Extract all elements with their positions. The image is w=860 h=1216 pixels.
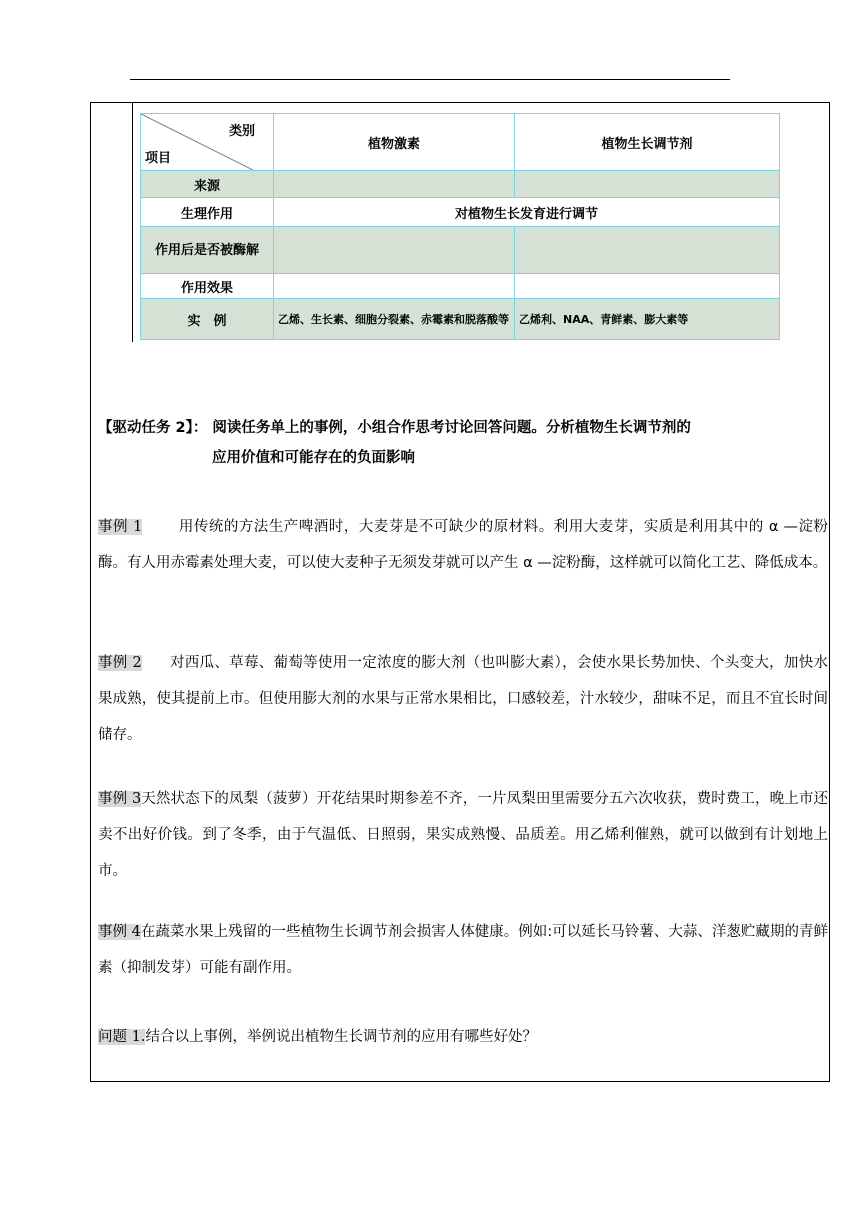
table-header-row — [141, 114, 780, 171]
case-4 — [98, 914, 828, 986]
table-row — [141, 171, 780, 198]
table-cell — [274, 171, 515, 198]
question-1 — [98, 1019, 828, 1055]
table-cell: 乙烯利、NAA、青鲜素、膨大素等 — [515, 299, 780, 340]
table-cell — [515, 171, 780, 198]
case-text: 对西瓜、草莓、葡萄等使用一定浓度的膨大剂（也叫膨大素），会使水果长势加快、个头变大，加快水果成熟，使其提前上市。但使用膨大剂的水果与正常水果相比，口感较差，汁水较少，甜味不足，而且不宜长时间储存。 — [98, 655, 829, 743]
case-text: 天然状态下的凤梨（菠萝）开花结果时期参差不齐，一片凤梨田里需要分五六次收获，费时费工，晚上市还卖不出好价钱。到了冬季，由于气温低、日照弱，果实成熟慢、品质差。用乙烯利催熟，就可以做到有计划地上市。 — [98, 791, 829, 879]
row-label: 来源 — [141, 171, 274, 198]
col-header-regulator: 植物生长调节剂 — [515, 114, 780, 171]
table-cell — [274, 274, 515, 299]
table-cell — [274, 227, 515, 274]
case-text: 用传统的方法生产啤酒时，大麦芽是不可缺少的原材料。利用大麦芽，实质是利用其中的 α —淀粉酶。有人用赤霉素处理大麦，可以使大麦种子无须发芽就可以产生 α —淀粉酶，这样就可以简化工艺、降低成本。 — [98, 519, 828, 571]
case-tag: 事例 4 — [98, 924, 141, 940]
merged-cell: 对植物生长发育进行调节 — [274, 198, 780, 227]
case-1 — [98, 509, 828, 581]
frame-divider — [132, 102, 133, 342]
case-tag: 事例 3 — [98, 791, 142, 807]
task-title-continued: 应用价值和可能存在的负面影响 — [212, 450, 415, 466]
case-text: 在蔬菜水果上残留的一些植物生长调节剂会损害人体健康。例如:可以延长马铃薯、大蒜、洋葱贮藏期的青鲜素（抑制发芽）可能有副作用。 — [98, 924, 828, 976]
table-corner-cell — [141, 114, 274, 171]
table-row — [141, 299, 780, 340]
task-title: 【驱动任务 2】： 阅读任务单上的事例，小组合作思考讨论回答问题。分析植物生长调节剂的 — [98, 420, 691, 436]
comparison-table — [140, 113, 780, 340]
case-tag: 事例 1 — [98, 519, 143, 535]
table-cell: 乙烯、生长素、细胞分裂素、赤霉素和脱落酸等 — [274, 299, 515, 340]
row-label: 实 例 — [141, 299, 274, 340]
row-label: 作用效果 — [141, 274, 274, 299]
case-3 — [98, 781, 828, 889]
question-text: 结合以上事例，举例说出植物生长调节剂的应用有哪些好处？ — [145, 1029, 537, 1045]
table-row — [141, 198, 780, 227]
driving-task — [98, 413, 826, 473]
row-label: 作用后是否被酶解 — [141, 227, 274, 274]
col-header-hormone: 植物激素 — [274, 114, 515, 171]
header-rule — [130, 79, 730, 80]
table-row — [141, 227, 780, 274]
case-tag: 事例 2 — [98, 655, 142, 671]
row-label: 生理作用 — [141, 198, 274, 227]
corner-label-category: 类别 — [228, 124, 255, 139]
corner-label-item: 项目 — [145, 151, 172, 166]
table-cell — [515, 227, 780, 274]
question-tag: 问题 1. — [98, 1029, 146, 1045]
case-2 — [98, 645, 828, 753]
table-row — [141, 274, 780, 299]
table-cell — [515, 274, 780, 299]
